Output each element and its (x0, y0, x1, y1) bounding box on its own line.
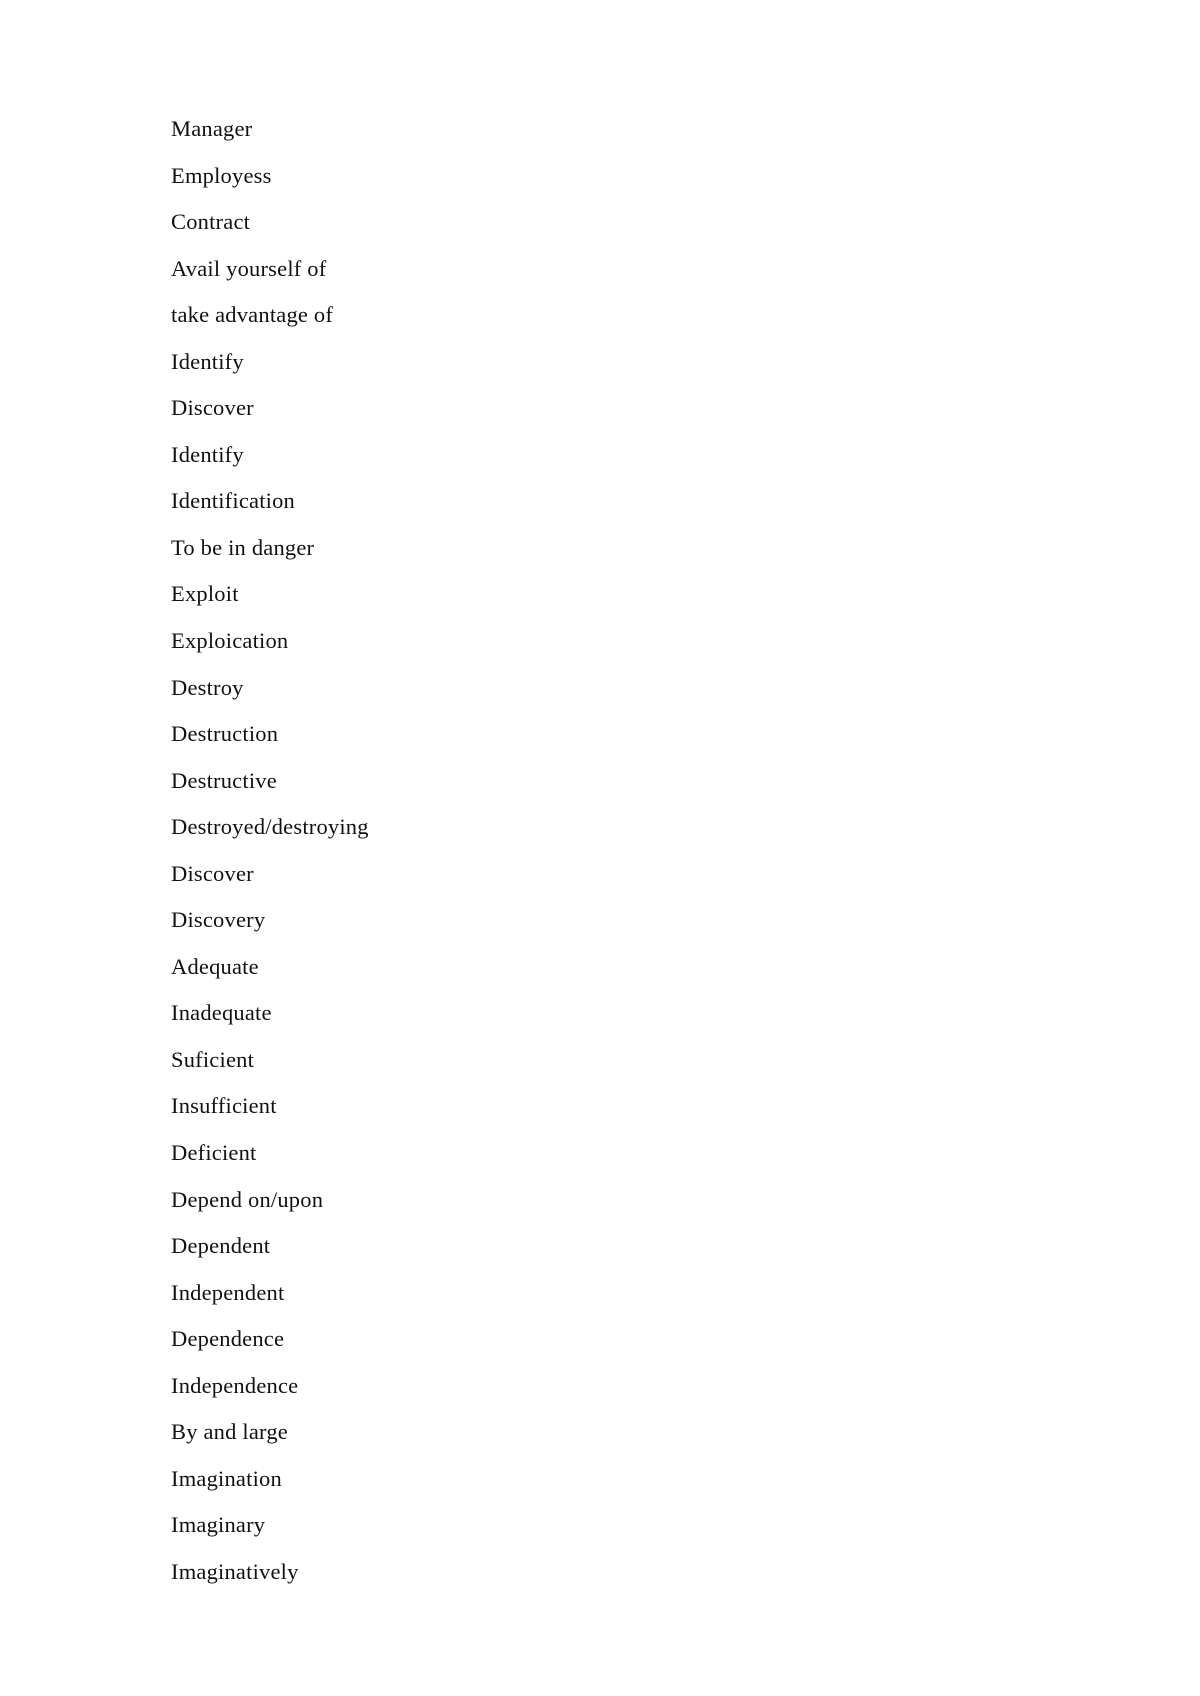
list-item: Identify (171, 441, 244, 467)
list-item: Imaginary (171, 1512, 266, 1538)
list-item: To be in danger (171, 534, 315, 560)
list-item: By and large (171, 1419, 288, 1445)
list-item: Inadequate (171, 1000, 272, 1026)
list-item: Discover (171, 860, 254, 886)
list-item: Identification (171, 488, 296, 514)
list-item: Depend on/upon (171, 1186, 324, 1212)
list-item: Insufficient (171, 1093, 277, 1119)
list-item: Exploit (171, 581, 239, 607)
list-item: Imaginatively (171, 1558, 299, 1584)
list-item: Avail yourself of (171, 255, 327, 281)
list-item: Dependence (171, 1326, 285, 1352)
list-item: Manager (171, 116, 253, 141)
list-item: Dependent (171, 1233, 271, 1259)
list-item: Imagination (171, 1465, 282, 1491)
vocabulary-list (171, 112, 369, 1602)
list-item: Discover (171, 395, 254, 421)
list-item: Adequate (171, 953, 259, 979)
list-item: Destroy (171, 674, 244, 700)
list-item: Employess (171, 162, 272, 188)
list-item: Suficient (171, 1046, 255, 1072)
list-item: Destruction (171, 721, 279, 747)
list-item: Independent (171, 1279, 285, 1305)
list-item: Contract (171, 209, 251, 235)
list-item: Deficient (171, 1140, 257, 1166)
list-item: Destroyed/destroying (171, 814, 369, 840)
list-item: take advantage of (171, 302, 334, 328)
list-item: Exploication (171, 628, 289, 654)
list-item: Destructive (171, 767, 277, 793)
list-item: Identify (171, 348, 244, 374)
list-item: Independence (171, 1372, 299, 1398)
list-item: Discovery (171, 907, 266, 933)
